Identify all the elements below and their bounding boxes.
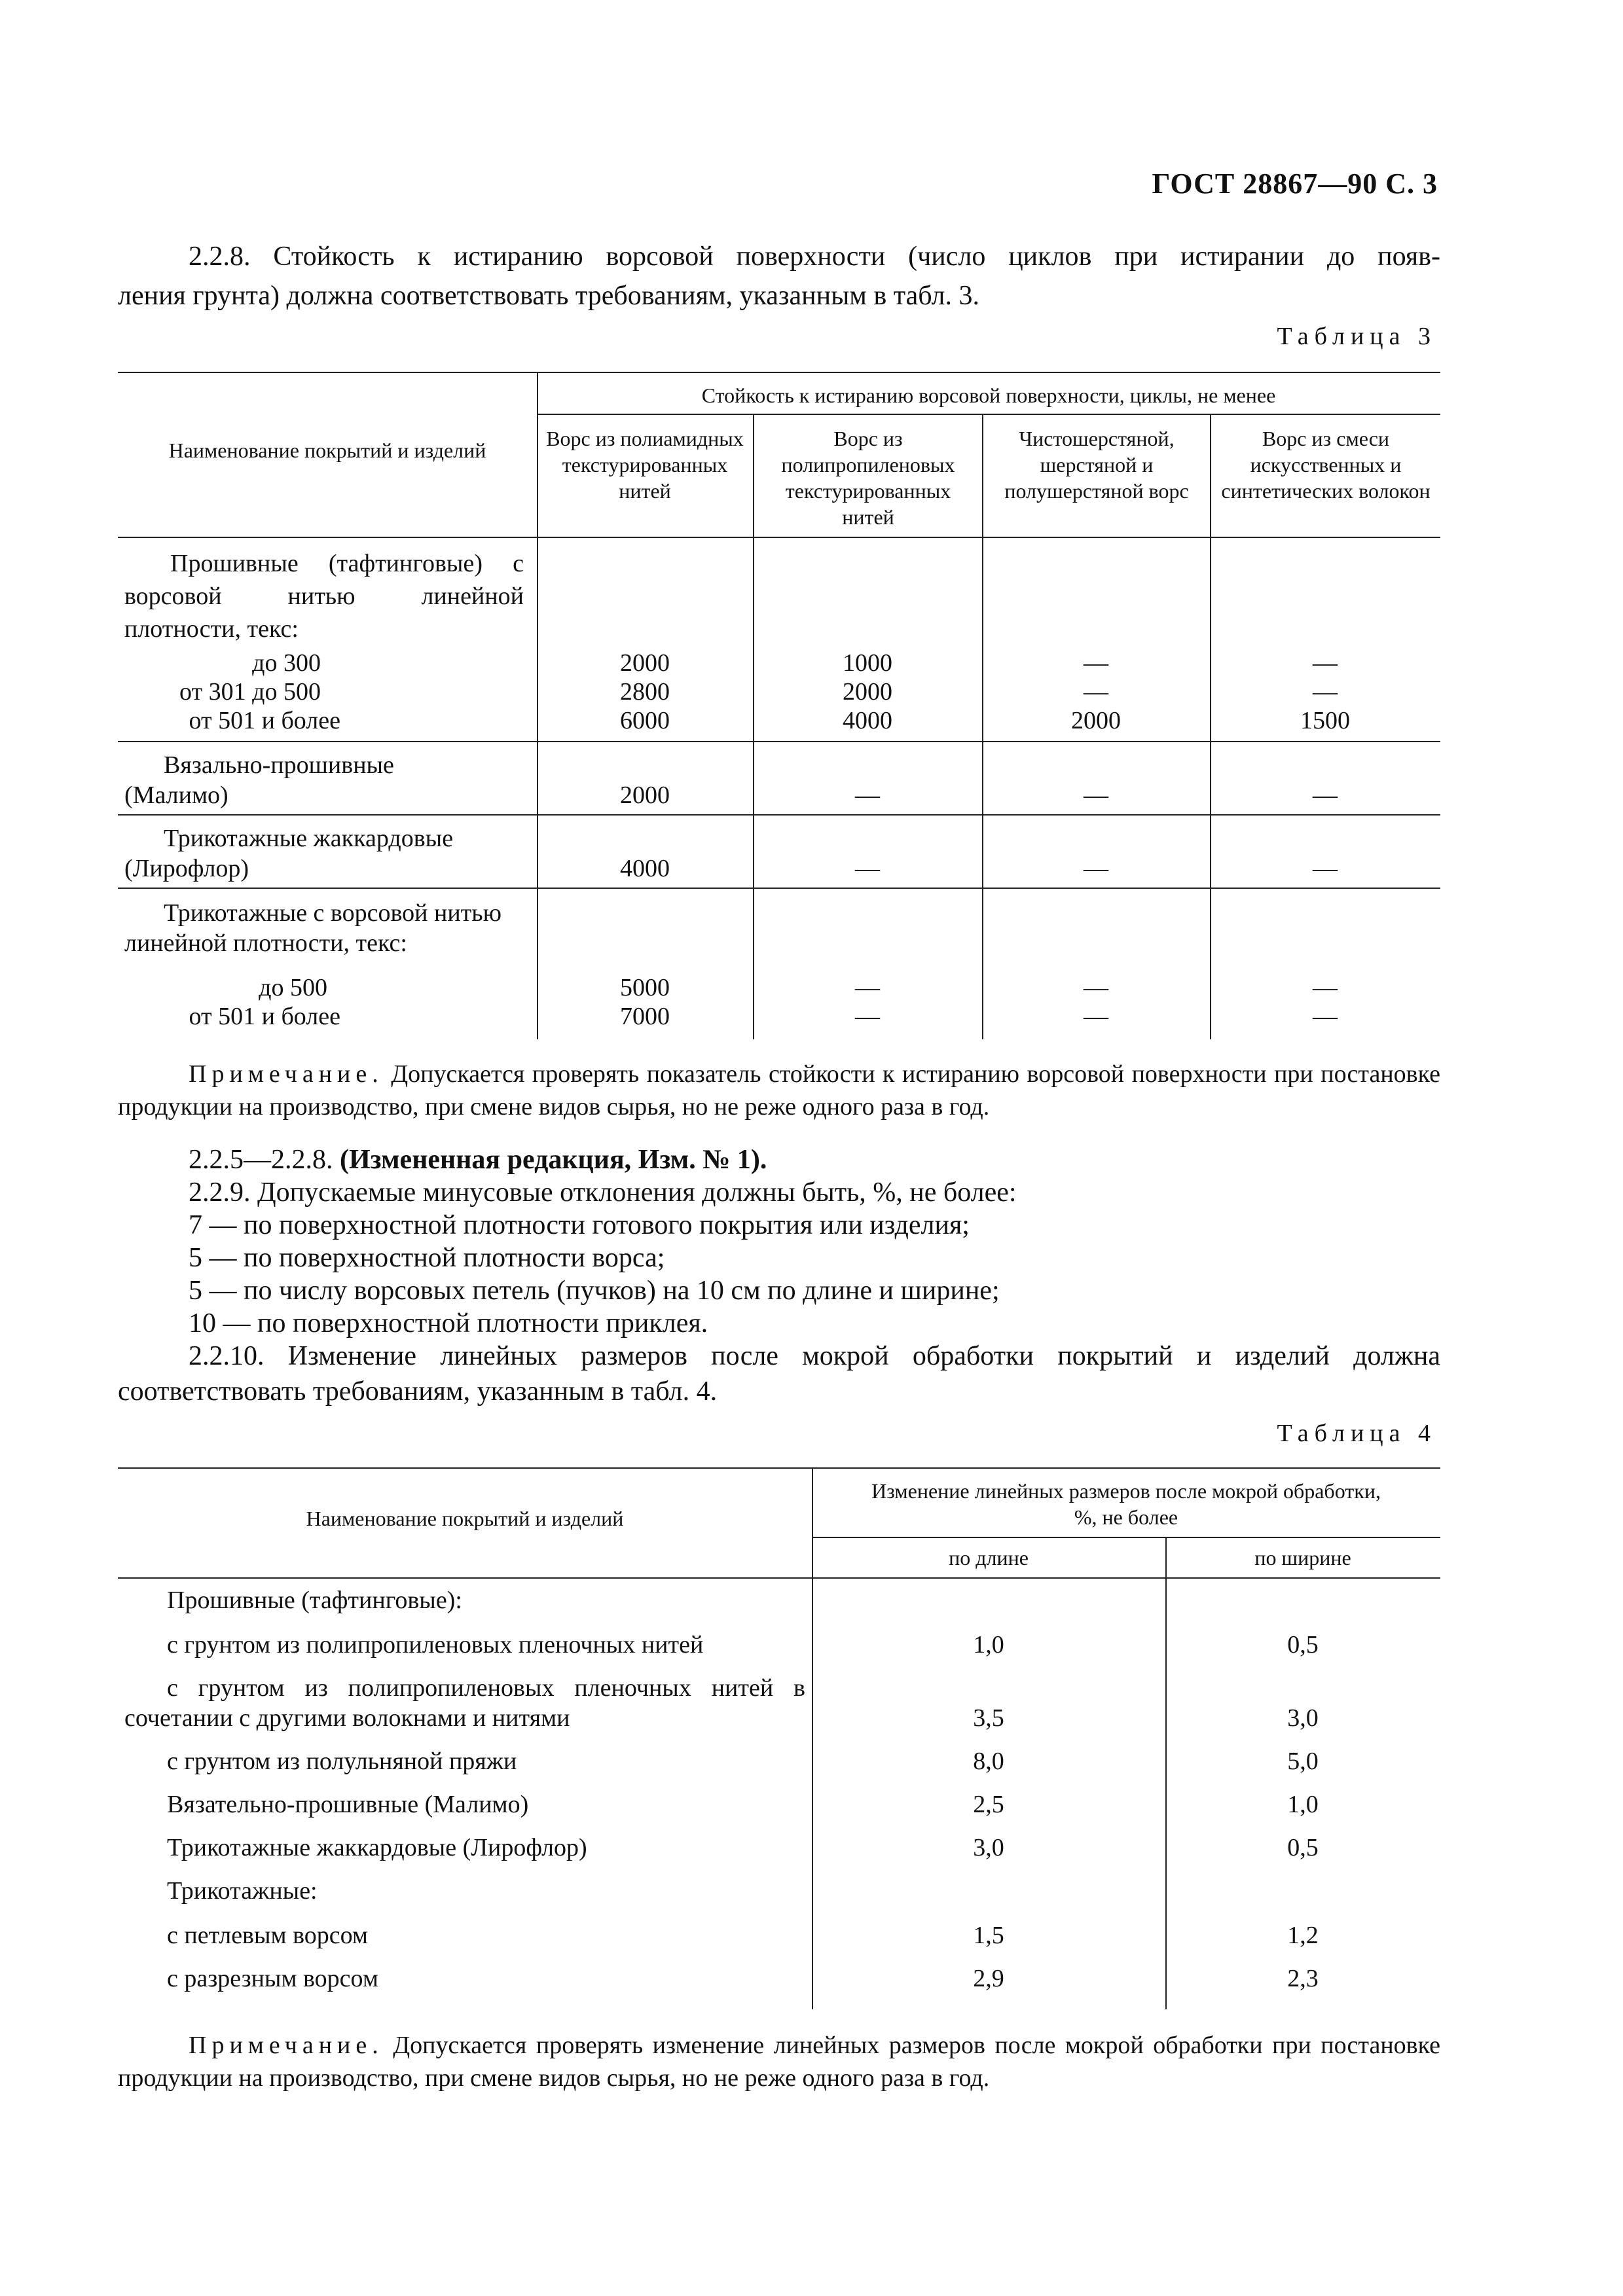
table4-row-label: с разрезным ворсом: [167, 1965, 378, 1992]
table3-cell: —: [855, 781, 880, 809]
paragraph-2-2-10-line2: соответствовать требованиям, указанным в табл. 4.: [118, 1376, 718, 1407]
table4-col-name: Наименование покрытий и изделий: [306, 1507, 624, 1530]
table3-row-label: от 501 и более: [189, 1003, 340, 1030]
paragraph-2-2-9: 2.2.9. Допускаемые минусовые отклонения должны быть, %, не более:: [189, 1177, 1017, 1208]
edition-note: 2.2.5—2.2.8. (Измененная редакция, Изм. № 1).: [189, 1145, 767, 1175]
table3-col-mixed: Ворс из смеси искусственных и синтетических волокон: [1221, 427, 1431, 503]
table3-cell: —: [855, 1003, 880, 1030]
table3-block1-title: Прошивные (тафтинговые) с ворсовой нитью линейной плотности, текс:: [124, 550, 524, 643]
table4-row-label: с петлевым ворсом: [167, 1922, 368, 1949]
table3-cell: —: [1084, 678, 1108, 706]
table4-row-label: Прошивные (тафтинговые):: [167, 1587, 462, 1614]
paragraph-2-2-8-line1: 2.2.8. Стойкость к истиранию ворсовой поверхности (число циклов при истирании до появ-: [189, 242, 1440, 272]
table4-cell: 1,0: [1287, 1791, 1319, 1818]
table3-cell: 7000: [620, 1003, 670, 1030]
table3-col-name: Наименование покрытий и изделий: [168, 439, 486, 462]
table3-cell: —: [1084, 974, 1108, 1001]
table3-cell: 4000: [843, 707, 892, 734]
table4-cell: 2,9: [973, 1965, 1004, 1992]
table4-cell: 0,5: [1287, 1631, 1319, 1659]
table3-row-label: Вязально-прошивные (Малимо): [124, 751, 394, 809]
deviation-item: 10 — по поверхностной плотности приклея.: [189, 1308, 708, 1338]
deviation-item: 5 — по поверхностной плотности ворса;: [189, 1243, 665, 1273]
table3-cell: —: [1084, 781, 1108, 809]
table3-cell: 1500: [1300, 707, 1350, 734]
table4-row-label: с грунтом из полипропиленовых пленочных нитей: [167, 1631, 704, 1659]
table4-row-label: Трикотажные жаккардовые (Лирофлор): [167, 1834, 587, 1861]
table4-cell: 0,5: [1287, 1834, 1319, 1861]
table4-group-header: Изменение линейных размеров после мокрой обработки, %, не более: [871, 1479, 1381, 1529]
table3-block4-title: Трикотажные с ворсовой нитью линейной плотности, текс:: [124, 899, 501, 957]
table4-cell: 3,5: [973, 1704, 1004, 1732]
table3-col-polypropylene: Ворс из полипропиленовых текстурированных нитей: [781, 427, 955, 529]
table3-cell: 2000: [620, 649, 670, 677]
table4-row-label: Трикотажные:: [167, 1877, 318, 1905]
table4-row-label: Вязательно-прошивные (Малимо): [167, 1791, 529, 1818]
deviation-item: 7 — по поверхностной плотности готового покрытия или изделия;: [189, 1210, 970, 1240]
table4-cell: 2,3: [1287, 1965, 1319, 1992]
table3-row-label: до 500: [259, 974, 327, 1001]
table4-cell: 1,2: [1287, 1922, 1319, 1949]
table3-cell: 2000: [620, 781, 670, 809]
table4-cell: 1,5: [973, 1922, 1004, 1949]
table3-cell: 1000: [843, 649, 892, 677]
table4-cell: 3,0: [1287, 1704, 1319, 1732]
table3-cell: 2000: [1071, 707, 1121, 734]
table3-cell: —: [1084, 649, 1108, 677]
table3-cell: —: [1313, 678, 1338, 706]
table4-cell: 2,5: [973, 1791, 1004, 1818]
table3-cell: —: [1084, 855, 1108, 882]
table4-cell: 5,0: [1287, 1748, 1319, 1775]
paragraph-2-2-10-line1: 2.2.10. Изменение линейных размеров после мокрой обработки покрытий и изделий должна: [189, 1341, 1440, 1371]
table3-group-header: Стойкость к истиранию ворсовой поверхности, циклы, не менее: [701, 384, 1276, 407]
table3-row-label: Трикотажные жаккардовые (Лирофлор): [124, 825, 454, 882]
table3-cell: —: [1313, 855, 1338, 882]
table4-col-length: по длине: [949, 1546, 1029, 1570]
table3-cell: —: [855, 855, 880, 882]
table4-cell: 1,0: [973, 1631, 1004, 1659]
table4-note: Примечание. Допускается проверять изменение линейных размеров после мокрой обработки при постановке продукции на производство, при смене видов сырья, но не реже одного раза в год.: [118, 2032, 1440, 2092]
table3-cell: —: [855, 974, 880, 1001]
table3-cell: —: [1313, 1003, 1338, 1030]
paragraph-2-2-8-line2: ления грунта) должна соответствовать требованиям, указанным в табл. 3.: [118, 281, 980, 311]
table3-cell: 5000: [620, 974, 670, 1001]
table3-cell: 2800: [620, 678, 670, 706]
table4-row-label: с грунтом из полипропиленовых пленочных нитей в сочетании с другими волокнами и нитями: [124, 1674, 805, 1732]
table3-row-label: от 501 и более: [189, 707, 340, 734]
table3-cell: 6000: [620, 707, 670, 734]
table4-cell: 8,0: [973, 1748, 1004, 1775]
table3-row-label: от 301 до 500: [179, 678, 321, 706]
table4-col-width: по ширине: [1254, 1546, 1351, 1570]
table4-caption: Таблица 4: [1277, 1420, 1436, 1447]
table3-note: Примечание. Допускается проверять показатель стойкости к истиранию ворсовой поверхности при постановке продукции на производство, при смене видов сырья, но не реже одного раза в год.: [118, 1060, 1440, 1121]
table4-row-label: с грунтом из полульняной пряжи: [167, 1748, 517, 1775]
table3-cell: —: [1084, 1003, 1108, 1030]
table3-cell: 4000: [620, 855, 670, 882]
table3-cell: —: [1313, 649, 1338, 677]
table3-caption: Таблица 3: [1277, 323, 1436, 350]
table3-cell: —: [1313, 974, 1338, 1001]
table3-col-polyamide: Ворс из полиамидных текстурированных нитей: [546, 427, 744, 503]
table3-row-label: до 300: [252, 649, 321, 677]
table4-cell: 3,0: [973, 1834, 1004, 1861]
deviation-item: 5 — по числу ворсовых петель (пучков) на 10 см по длине и ширине;: [189, 1276, 1000, 1306]
table3-cell: 2000: [843, 678, 892, 706]
table3-cell: —: [1313, 781, 1338, 809]
page-header: ГОСТ 28867—90 С. 3: [1152, 168, 1438, 200]
table3-col-wool: Чистошерстяной, шерстяной и полушерстяной ворс: [1004, 427, 1189, 503]
